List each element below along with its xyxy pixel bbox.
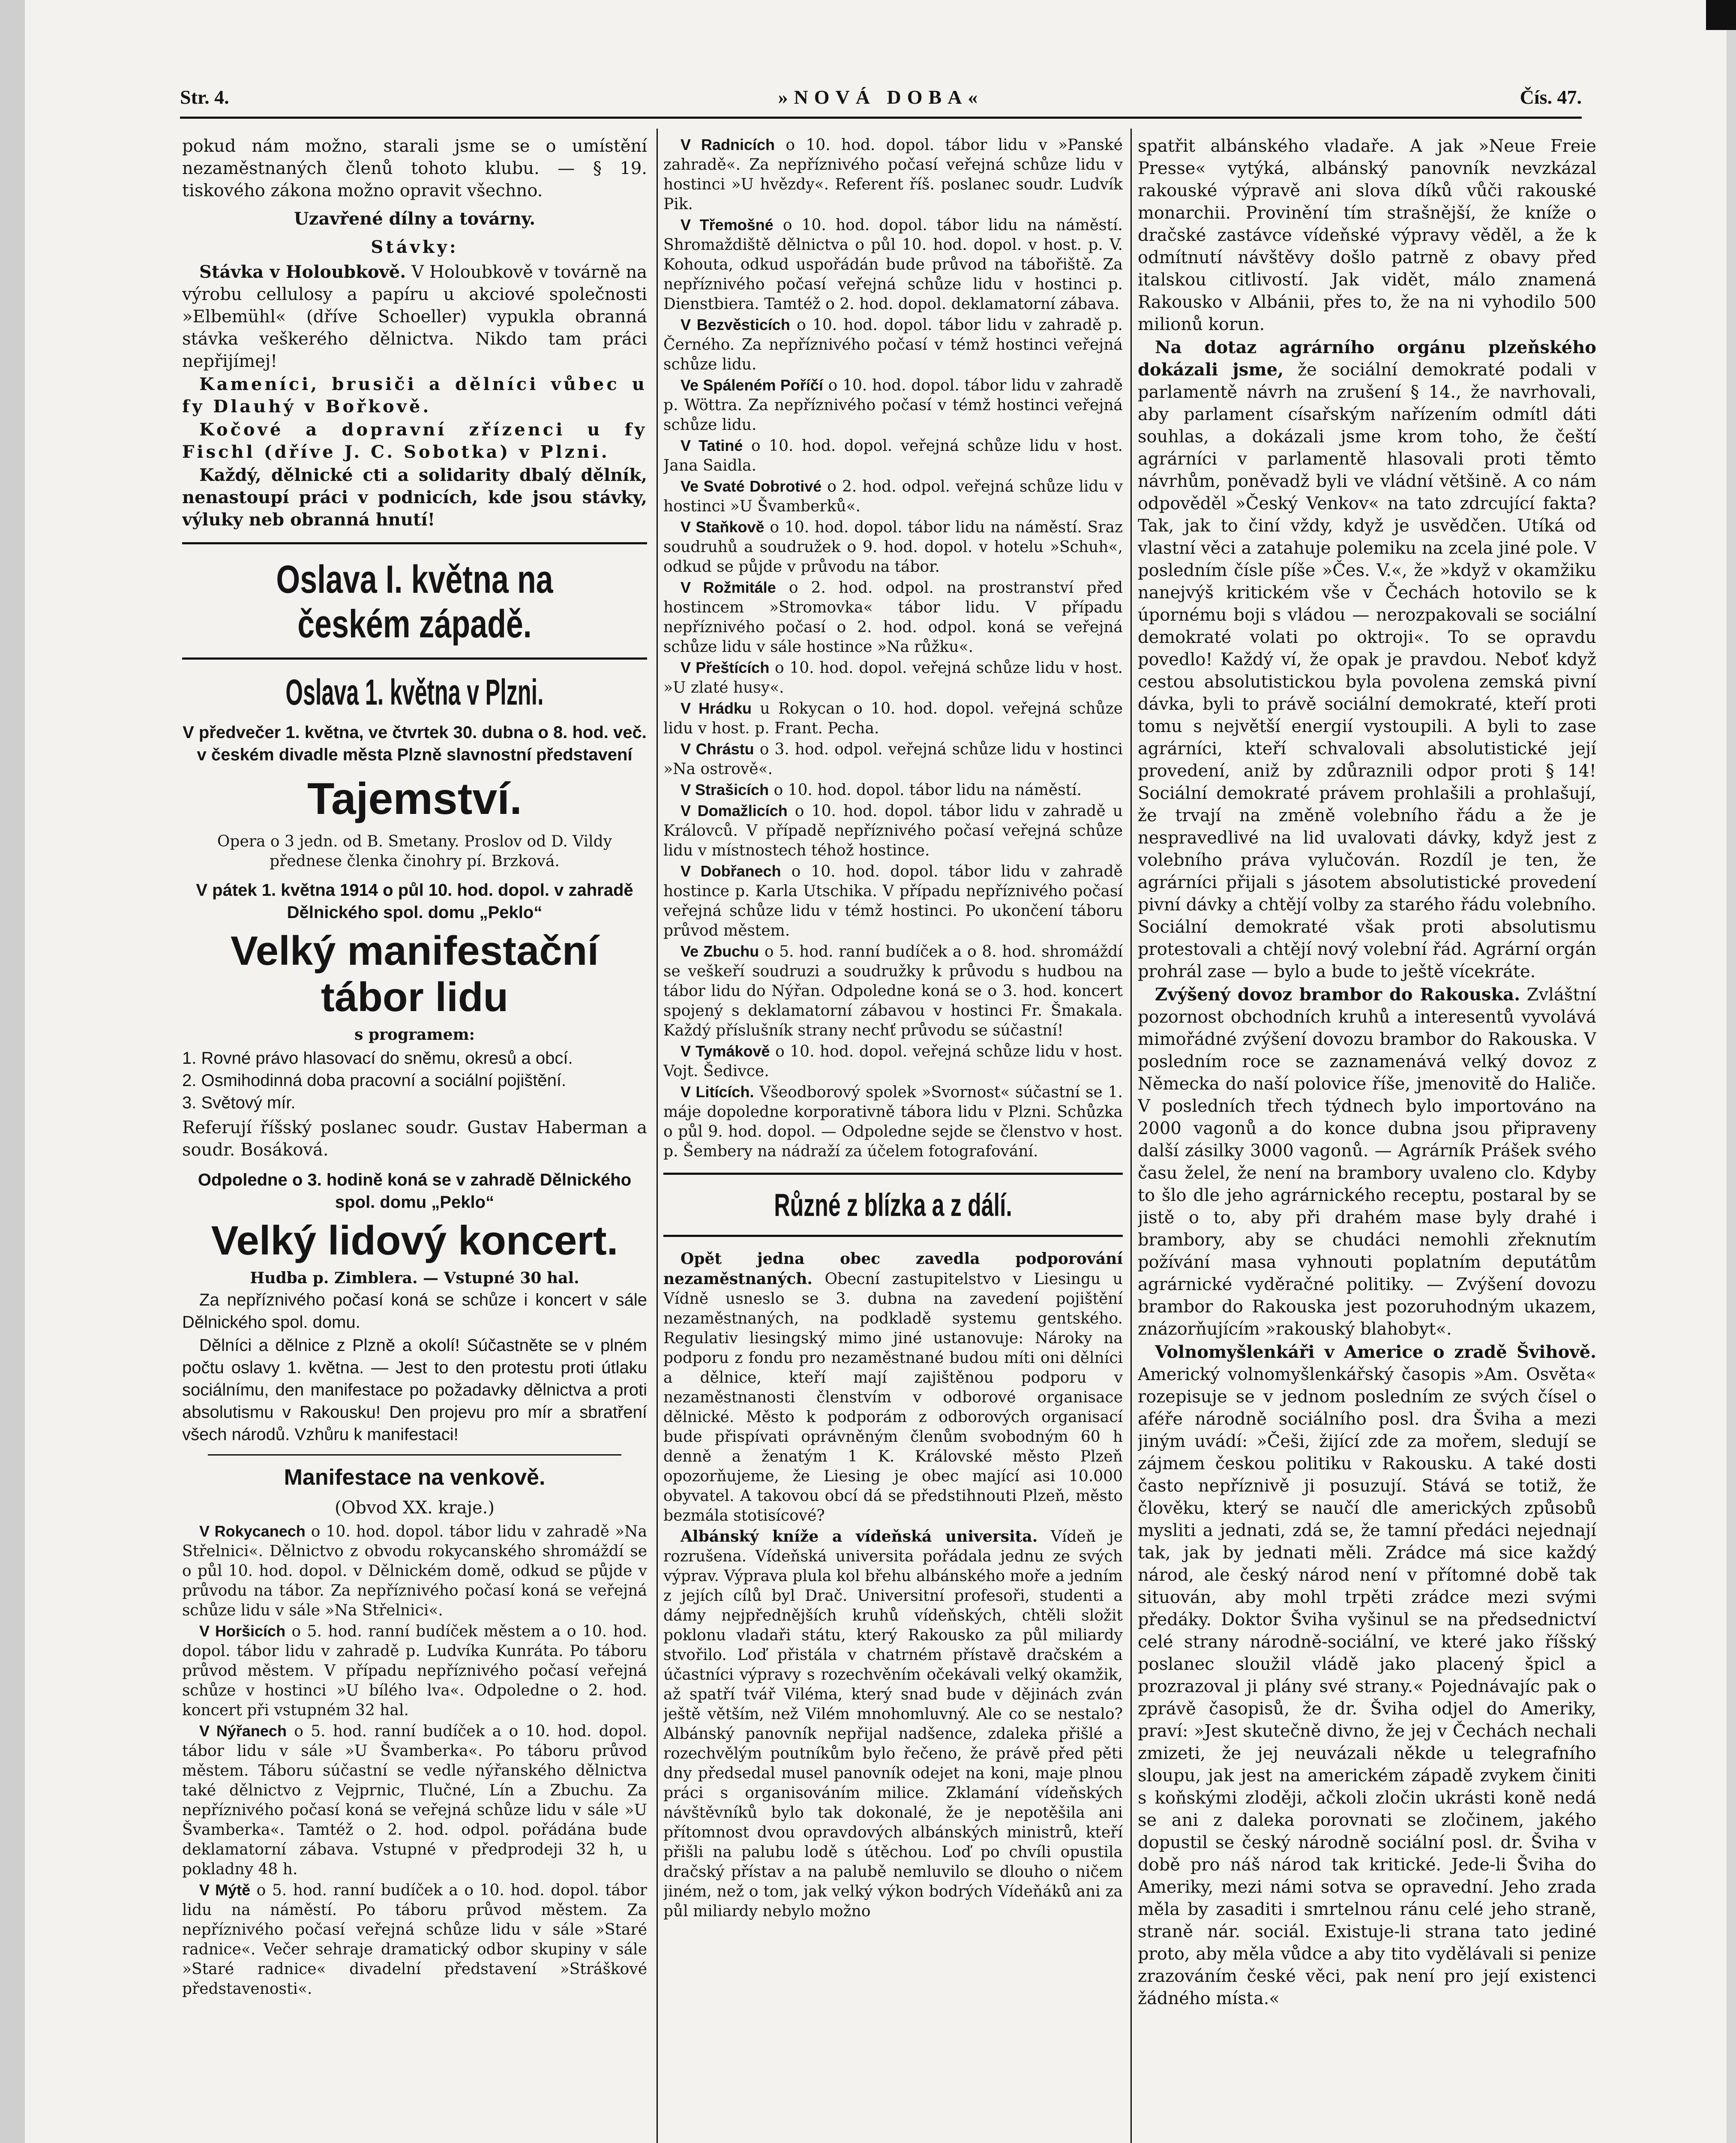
strike-holoubkov-lead: Stávka v Holoubkově. bbox=[199, 262, 406, 282]
article-albania-continued: spatřit albánského vladaře. A jak »Neue Freie Presse« vytýká, albánský panovník nevzkázal rakouské výpravě ani slova díků vůči rakouské monarchii. Provinění tím strašnější, že kníže o dračské zastávce vídeňské výpravy věděl, a že k odmítnutí návštěvy došlo patrně z obavy před italskou citlivostí. Jak vidět, málo znamená Rakousko v Albánii, přes to, že na ni vyhodilo 500 milionů korun. bbox=[1138, 136, 1596, 334]
friday-announcement: V pátek 1. května 1914 o půl 10. hod. dopol. v zahradě Dělnického spol. domu „Peklo“ bbox=[196, 881, 633, 922]
section-rule bbox=[182, 657, 647, 660]
town-text: Všeodborový spolek »Svornost« súčastní se 1. máje dopoledne korporativně tábora lidu v Plzni. Schůzka o půl 9. hod. dopol. — Odpoledne sejde se členstvo v host. p. Šembery na nádraží za účelem fotografování. bbox=[663, 1084, 1123, 1160]
town-name: V Litících. bbox=[681, 1083, 754, 1101]
town-name: V Bezvěsticích bbox=[681, 316, 790, 333]
town-entry bbox=[663, 436, 1123, 476]
town-entry bbox=[182, 1522, 647, 1621]
town-name: V Tatiné bbox=[681, 437, 743, 454]
scan-edge-left bbox=[0, 0, 25, 2143]
col1-paragraph: pokud nám možno, starali jsme se o umístění nezaměstnaných členů tohoto klubu. — § 19. tiskového zákona možno opravit všechno. bbox=[182, 136, 647, 201]
town-entry bbox=[663, 1082, 1123, 1162]
town-entry bbox=[663, 658, 1123, 698]
article-potatoes bbox=[1138, 984, 1596, 1340]
strike-borkov: Kameníci, brusiči a dělníci vůbec u fy Dlauhý v Bořkově. bbox=[182, 374, 647, 417]
program-item: 1. Rovné právo hlasovací do sněmu, okresů a obcí. bbox=[182, 1049, 573, 1068]
play-title: Tajemství. bbox=[307, 774, 522, 824]
town-text: o 10. hod. dopol. veřejná schůze lidu v host. Vojt. Šedivce. bbox=[663, 1043, 1123, 1080]
program-item: 3. Světový mír. bbox=[182, 1093, 296, 1112]
town-text: o 3. hod. odpol. veřejná schůze lidu v hostinci »Na ostrově«. bbox=[663, 741, 1123, 778]
town-text: o 2. hod. odpol. na prostranství před hostincem »Stromovka« tábor lidu. V případu nepříznivého počasí o 2. hod. odpol. koná se veřejná schůze lidu v sále hostince »Na růžku«. bbox=[663, 579, 1123, 656]
article-text: Zvláštní pozornost obchodních kruhů a interesentů vyvolává mimořádné zvýšení dovozu brambor do Rakouska. V posledním roce se zaznamenává velký dovoz z Německa do naší polovice říše, jmenovitě do Haliče. V posledních třech týdnech bylo importováno na 2000 vagonů a do konce dubna jsou připraveny další zásilky 3000 vagonů. — Agrárník Prášek svého času želel, že není na brambory uvaleno clo. Kdyby to šlo dle jeho agrárnického receptu, postaral by se jistě o to, aby při drahém mase byly drahé i brambory, aby se chudáci nemohli zřeknutím požívání masa vyhnouti poplatním deputátům agrárnické vyděračné politiky. — Zvýšení dovozu brambor do Rakouska jest pozoruhodným ukazem, znázorňujícím »rakouský blahobyt«. bbox=[1138, 985, 1596, 1339]
countryside-heading: Manifestace na venkově. bbox=[284, 1465, 546, 1490]
town-name: V Horšicích bbox=[199, 1622, 286, 1640]
divider bbox=[208, 1454, 621, 1456]
town-text: o 10. hod. dopol. tábor lidu v zahradě p. Černého. Za nepříznivého počasí v témž hostinci veřejná schůze lidu. bbox=[663, 316, 1123, 373]
town-entry bbox=[182, 1880, 647, 1999]
town-name: V Třemošné bbox=[681, 216, 774, 234]
town-name: V Rokycanech bbox=[199, 1522, 306, 1540]
article-unemployment bbox=[663, 1249, 1123, 1526]
section-rule bbox=[663, 1173, 1123, 1175]
town-text: o 10. hod. dopol. tábor lidu na náměstí. bbox=[774, 781, 1082, 799]
bad-weather-note: Za nepříznivého počasí koná se schůze i koncert v sále Dělnického spol. domu. bbox=[182, 1291, 647, 1332]
strikes-heading: Stávky: bbox=[371, 237, 459, 257]
town-name: V Hrádku bbox=[681, 699, 752, 717]
page-label: Str. 4. bbox=[180, 86, 229, 108]
scan-corner-mark bbox=[1706, 0, 1736, 30]
speakers-note: Referují říšský poslanec soudr. Gustav Haberman a soudr. Bosáková. bbox=[182, 1118, 647, 1160]
appeal-paragraph: Dělníci a dělnice z Plzně a okolí! Súčastněte se v plném počtu oslavy 1. května. — Jest to den protestu proti útlaku sociálnímu, den manifestace po požadavky dělnictva a proti absolutismu v Rakousku! Den projevu pro mír a sbratření všech národů. Vzhůru k manifestaci! bbox=[182, 1336, 647, 1444]
town-name: V Strašicích bbox=[681, 781, 769, 798]
district-heading: (Obvod XX. kraje.) bbox=[335, 1498, 495, 1518]
celebration-headline: Oslava I. května na českém západě. bbox=[276, 558, 553, 646]
town-entry bbox=[663, 699, 1123, 738]
article-agrarian bbox=[1138, 336, 1596, 983]
town-name: V Dobřanech bbox=[681, 862, 781, 880]
town-text: o 10. hod. dopol. tábor lidu v zahradě u Královců. V případě nepříznivého počasí veřejná schůze lidu v místnostech téhož hostince. bbox=[663, 802, 1123, 859]
town-text: o 10. hod. dopol. tábor lidu v zahradě hostince p. Karla Utschika. V případu nepříznivého počasí veřejná schůze lidu v témž hostinci. Po ukončení táboru průvod městem. bbox=[663, 863, 1123, 939]
article-sviha bbox=[1138, 1341, 1596, 2010]
eve-announcement: V předvečer 1. května, ve čtvrtek 30. dubna o 8. hod. več. v českém divadle města Plzně slavnostní představení bbox=[183, 723, 647, 764]
lockout-heading: Uzavřené dílny a továrny. bbox=[294, 209, 536, 229]
town-entry bbox=[663, 801, 1123, 861]
article-lead: Na dotaz agrárního orgánu plzeňského dokázali jsme, bbox=[1138, 337, 1596, 380]
town-name: V Přeštících bbox=[681, 659, 770, 676]
town-text: u Rokycan o 10. hod. dopol. veřejná schůze lidu v host. p. Frant. Pecha. bbox=[663, 700, 1123, 737]
town-entry bbox=[663, 739, 1123, 779]
town-name: V Chrástu bbox=[681, 740, 754, 758]
town-name: V Nýřanech bbox=[199, 1722, 287, 1740]
town-text: o 10. hod. dopol. veřejná schůze lidu v host. Jana Saidla. bbox=[663, 437, 1123, 474]
music-note: Hudba p. Zimblera. — Vstupné 30 hal. bbox=[250, 1269, 579, 1287]
town-text: o 10. hod. dopol. tábor lidu v zahradě p. Wöttra. Za nepříznivého počasí v témž hostinci veřejná schůze lidu. bbox=[663, 377, 1123, 434]
misc-headline: Různé z blízka a z dálí. bbox=[774, 1187, 1012, 1223]
town-entry bbox=[663, 578, 1123, 657]
town-text: o 10. hod. dopol. veřejná schůze lidu v host. »U zlaté husy«. bbox=[663, 659, 1123, 696]
article-text: Vídeň je rozrušena. Vídeňská universita pořádala jednu ze svých výprav. Výprava plula kol břehu albánského moře a jedním z jejích cílů byl Drač. Universitní profesoři, studenti a dámy nejpřednějších kruhů vídeňských, chtěli složit poklonu vladaři státu, který Rakousko za půl miliardy stvořilo. Loď přistála v chatrném přístavě dračském a účastníci výpravy s rozechvěním očekávali velký okamžik, až spatří tvář Viléma, který snad bude v dějinách zván ještě větším, než Vilém mnohomluvný. Ale co se nestalo? Albánský panovník nepřijal nadšence, zdaleka přišlé a rozechvělým poutníkům bylo řečeno, že právě před pěti dny předsedal musel panovník odejet na koni, maje plnou práci s organisováním milice. Zklamání vídeňských návštěvníků bylo tak dokonalé, že je nepotěšila ani přítomnost dvou opravdových albánských ministrů, kteří přišli na palubu lodě s útěchou. Loď po chvíli opustila dračský přístav a na palubě nemluvilo se dlouho o ničem jiném, než o tom, jak velký výkon bodrých Vídeňáků ani za půl miliardy nebylo možno bbox=[663, 1528, 1123, 1920]
article-albania bbox=[663, 1527, 1123, 1921]
article-text: Americký volnomyšlenkářský časopis »Am. Osvěta« rozepisuje se v jednom posledním ze svých čísel o aféře národně sociálního posl. dra Šviha a mezi jiným uvádí: »Češi, žijící zde za mořem, sledují se zájmem českou politiku v Rakousku. A také dosti často nepříznivě ji posuzují. Stává se totiž, že člověku, který se naučí dle amerických způsobů mysliti a jednati, zdá se, že tamní předáci nejednají tak, jak by jednati měli. Zrádce má sice každý národ, ale český národ není v přítomné době tak situován, aby mohl trpěti zrádce mezi svými předáky. Doktor Šviha vyšinul se na předsednictví celé strany národně-sociální, ve které jako říšský poslanec sloužil vládě jako placený špicl a prozrazoval ji plány své strany.« Pojednávajíc pak o zprávě časopisů, že dr. Šviha odjel do Ameriky, praví: »Jest skutečně divno, že jej v Čechách nechali zmizeti, že jej neuvázali někde u telegrafního sloupu, jak jest na americkém západě zvykem činiti s koňskými zloději, ačkoli zločin ukrásti koně nedá se ani z daleka porovnati se zločinem, jakého dopustil se český národně sociální posl. dr. Šviha v době pro náš národ tak kritické. Jede-li Šviha do Ameriky, mezi námi sotva se opravední. Jeho zrada měla by zasaditi i smrtelnou ránu celé jeho straně, straně nár. sociál. Existuje-li strana tato jediné proto, aby měla vůdce a aby tito vydělávali si penize zrazováním české věci, pak není pro její existenci žádného místa.« bbox=[1138, 1365, 1596, 2008]
section-rule bbox=[182, 542, 647, 544]
town-name: Ve Spáleném Poříčí bbox=[681, 376, 823, 394]
article-lead: Albánský kníže a vídeňská universita. bbox=[681, 1528, 1038, 1546]
plzen-headline: Oslava 1. května v Plzni. bbox=[285, 672, 544, 712]
town-entry bbox=[663, 215, 1123, 314]
afternoon-announcement: Odpoledne o 3. hodině koná se v zahradě Dělnického spol. domu „Peklo“ bbox=[198, 1171, 632, 1212]
scan-edge-right bbox=[1727, 0, 1736, 2143]
article-text: Obecní zastupitelstvo v Liesingu u Vídně usneslo se 3. dubna na zavedení pojištění nezaměstnaných, na podkladě systemu gentského. Regulativ liesingský mimo jiné ustanovuje: Nároky na podporu z fondu pro nezaměstnané budou míti oni dělníci a dělnice, kteří mají zajištěnou podporu v nezaměstnanosti členstvím v odborové organisace dělnické. Město k podporám z odborových organisací bude přispívati oprávněným členům svobodným 60 h denně a ženatým 1 K. Královské město Plzeň opozorňujeme, že Liesing je obec mající asi 10.000 obyvatel. A takovou obcí dá se předstihnouti Plzeň, město bezmála stotisícové? bbox=[663, 1270, 1123, 1525]
article-lead: Zvýšený dovoz brambor do Rakouska. bbox=[1155, 984, 1520, 1005]
town-name: Ve Zbuchu bbox=[681, 942, 759, 960]
town-name: V Mýtě bbox=[199, 1881, 251, 1899]
town-name: V Staňkově bbox=[681, 518, 765, 536]
town-entry bbox=[663, 135, 1123, 214]
town-name: V Tymákově bbox=[681, 1042, 770, 1060]
town-name: V Rožmitále bbox=[681, 579, 776, 596]
town-entry bbox=[663, 477, 1123, 516]
column-1 bbox=[182, 135, 647, 2143]
town-entry bbox=[663, 315, 1123, 375]
town-entry bbox=[182, 1721, 647, 1879]
column-2 bbox=[663, 135, 1123, 2143]
column-3 bbox=[1138, 135, 1596, 2143]
rally-title: Velký manifestační tábor lidu bbox=[230, 928, 599, 1020]
town-entry bbox=[663, 780, 1123, 800]
town-text: o 10. hod. dopol. tábor lidu na náměstí. Shromaždiště dělnictva o půl 10. hod. dopol. v host. p. V. Kohouta, odkud uspořádán bude průvod na tábořiště. Za nepříznivého počasí veřejná schůze lidu v hostinci p. Dienstbiera. Tamtéž o 2. hod. dopol. deklamatorní zábava. bbox=[663, 216, 1123, 313]
town-text: o 10. hod. dopol. tábor lidu v »Panské zahradě«. Za nepříznivého počasí veřejná schůze lidu v hostinci »U hvězdy«. Referent říš. poslanec soudr. Ludvík Pik. bbox=[663, 136, 1123, 213]
article-lead: Volnomyšlenkáři v Americe o zradě Švihově. bbox=[1155, 1342, 1596, 1362]
column-rule-1 bbox=[657, 129, 658, 2143]
town-name: Ve Svaté Dobrotivé bbox=[681, 477, 822, 495]
town-text: o 2. hod. odpol. veřejná schůze lidu v hostinci »U Švamberků«. bbox=[663, 478, 1123, 515]
column-rule-2 bbox=[1130, 129, 1132, 2143]
article-text: že sociální demokraté podali v parlamentě návrh na zrušení § 14., že navrhovali, aby parlament císařským nařízením odmítl dáti souhlas, a dokázali jsme krom toho, že čeští agrárníci v parlamentě hlasovali proti těmto návrhům, poněvadž byli ve vládní většině. A co nám odpověděl »Český Venkov« na tato zdrcující fakta? Tak, jak to činí vždy, když je usvědčen. Utíká od vlastní věci a zatahuje polemiku na zcela jiné pole. V posledním čísle píše »Čes. V.«, že »když v okamžiku nanejvýš kritickém vše v Čechách hotovilo se k úpornému boji s vládou — nerozpakovali se sociální demokraté volati po oktroji«. To se opravdu povedlo! Každý ví, že opak je pravdou. Neboť když cestou absolutistickou byla povolena zemská pivní dávka, byli to právě sociální demokraté, kteří proti tomu s největší energií vystoupili. A byli to zase agrárníci, kteří schvalovali absolutistické její provedení, aniž by zdůraznili odpor proti § 14! Sociální demokraté právem prohlašili a prohlašují, že trvají na změně volebního řádu a že je nespravedlivé na lid uvalovati dávky, když jest z volebního práva vylučován. Rozdíl je ten, že agrárníci přijali s jásotem absolutistické provedení pivní dávky a chtějí volby za starého řádu volebního. Sociální demokraté však proti absolutismu protestovali a chtějí nový volební řád. Agrární orgán prohrál zase — bylo a bude to ještě vícekráte. bbox=[1138, 360, 1596, 981]
program-item: 2. Osmihodinná doba pracovní a sociální pojištění. bbox=[182, 1071, 567, 1090]
town-entry bbox=[182, 1621, 647, 1720]
program-label: s programem: bbox=[354, 1026, 475, 1044]
town-entry bbox=[663, 517, 1123, 577]
concert-title: Velký lidový koncert. bbox=[211, 1218, 618, 1264]
strike-holoubkov bbox=[182, 261, 647, 372]
strike-holoubkov-text: V Holoubkově v továrně na výrobu cellulosy a papíru u akciové společnosti »Elbemühl« (dříve Schoeller) vypukla obranná stávka veškerého dělnictva. Nikdo tam práci nepřijímej! bbox=[182, 262, 647, 371]
town-name: V Radnicích bbox=[681, 136, 775, 153]
issue-number: Čís. 47. bbox=[1520, 86, 1582, 108]
town-text: o 5. hod. ranní budíček městem a o 10. hod. dopol. tábor lidu v zahradě p. Ludvíka Kunráta. Po táboru průvod městem. V případu nepříznivého počasí veřejná schůze v hostinci »U bílého lva«. Odpoledne o 2. hod. koncert při vstupném 32 hal. bbox=[182, 1623, 647, 1719]
opera-note: Opera o 3 jedn. od B. Smetany. Proslov od D. Vildy přednese členka činohry pí. Brzková. bbox=[217, 833, 612, 870]
town-text: o 5. hod. ranní budíček a o 10. hod. dopol. tábor lidu v sále »U Švamberka«. Po táboru průvod městem. Táboru súčastní se vedle nýřanského dělnictva také dělnictvo z Vejprnic, Tlučné, Lín a Zbuchu. Za nepříznivého počasí koná se veřejná schůze lidu v sále »U Švamberka«. Tamtéž o 2. hod. odpol. pořádána bude deklamatorní zábava. Vstupné v předprodeji 32 h, u pokladny 48 h. bbox=[182, 1723, 647, 1878]
section-rule bbox=[663, 1235, 1123, 1237]
town-entry bbox=[663, 942, 1123, 1041]
town-text: o 10. hod. dopol. tábor lidu na náměstí. Sraz soudruhů a soudružek o 9. hod. dopol. v hotelu »Schuh«, odkud se půjde v průvodu na tábor. bbox=[663, 519, 1123, 576]
town-entry bbox=[663, 375, 1123, 435]
article-lead: Opět jedna obec zavedla podporování nezaměstnaných. bbox=[663, 1250, 1123, 1288]
strike-appeal: Každý, dělnické cti a solidarity dbalý dělník, nenastoupí práci v podnicích, kde jsou stávky, výluky neb obranná hnutí! bbox=[182, 465, 647, 530]
program-list bbox=[182, 1047, 647, 1114]
town-text: o 5. hod. ranní budíček a o 10. hod. dopol. tábor lidu na náměstí. Po táboru průvod městem. Za nepříznivého počasí veřejná schůze lidu v sále »Staré radnice«. Večer sehraje dramatický odbor skupiny v sále »Staré radnice« divadelní představení »Stráškové představenosti«. bbox=[182, 1882, 647, 1998]
town-name: V Domažlicích bbox=[681, 802, 788, 819]
town-entry bbox=[663, 1041, 1123, 1081]
header-rule bbox=[180, 117, 1582, 119]
town-text: o 5. hod. ranní budíček a o 8. hod. shromáždí se veškeří soudruzi a soudružky k průvodu s hudbou na tábor lidu do Nýřan. Odpoledne koná se o 3. hod. koncert spojený s deklamatorní zábavou v hostinci Fr. Šmakala. Každý příslušník strany nechť průvodu se súčastní! bbox=[663, 943, 1123, 1039]
town-entry bbox=[663, 861, 1123, 941]
strike-fischl: Kočové a dopravní zřízenci u fy Fischl (dříve J. C. Sobotka) v Plzni. bbox=[182, 420, 647, 462]
newspaper-title: »NOVÁ DOBA« bbox=[778, 86, 984, 108]
town-text: o 10. hod. dopol. tábor lidu v zahradě »Na Střelnici«. Dělnictvo z obvodu rokycanského shromáždí se o půl 10. hod. dopol. v Dělnickém domě, odkud se půjde v průvodu na tábor. Za nepříznivého počasí koná se veřejná schůze lidu v sále »Na Střelnici«. bbox=[182, 1523, 647, 1619]
running-header bbox=[180, 86, 1582, 116]
